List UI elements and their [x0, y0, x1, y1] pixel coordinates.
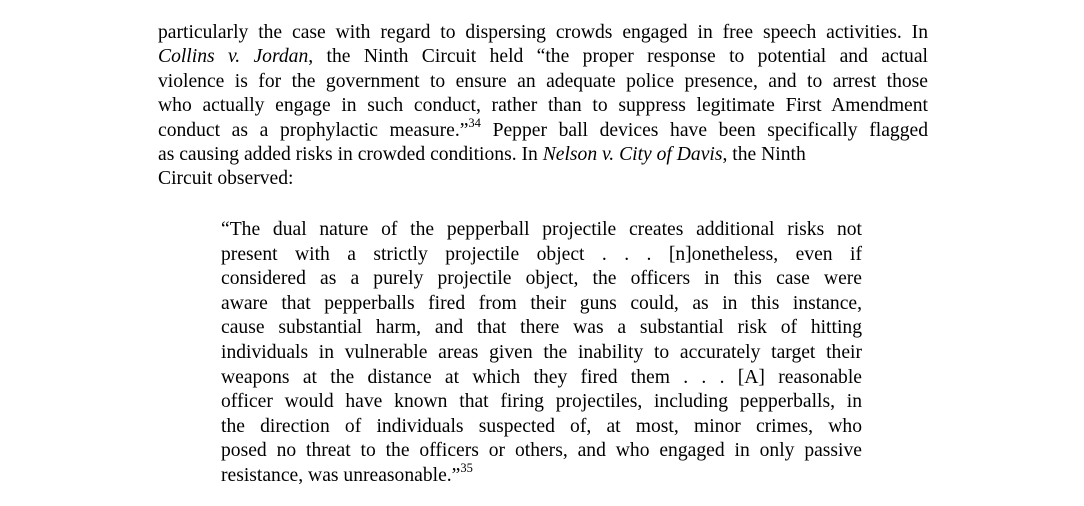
- case-name-collins: Collins v. Jordan: [158, 46, 309, 68]
- footnote-marker-34: 34: [468, 116, 481, 131]
- quote-line: individuals in vulnerable areas given the inability to accurately target their: [221, 341, 862, 363]
- quote-line: [221, 461, 862, 489]
- paragraph-line: particularly the case with regard to dispersing crowds engaged in free speech activities. In: [158, 22, 928, 43]
- paragraph-text: Pepper ball devices have been specifically flagged: [480, 119, 928, 141]
- paragraph-text: conduct as a prophylactic measure.”: [158, 119, 469, 141]
- quote-line: cause substantial harm, and that there was a substantial risk of hitting: [221, 317, 862, 339]
- quote-line: aware that pepperballs fired from their guns could, as in this instance,: [221, 292, 862, 314]
- paragraph-line: violence is for the government to ensure an adequate police presence, and to arrest those: [158, 70, 928, 92]
- paragraph-text: , the Ninth: [722, 144, 806, 166]
- paragraph-line: who actually engage in such conduct, rather than to suppress legitimate First Amendment: [158, 95, 928, 117]
- body-paragraph: [158, 21, 928, 192]
- paragraph-line: Circuit observed:: [158, 168, 294, 190]
- quote-line: present with a strictly projectile object . . . [n]onetheless, even if: [221, 243, 862, 265]
- quote-line: considered as a purely projectile object, the officers in this case were: [221, 268, 862, 290]
- paragraph-line: [158, 45, 928, 69]
- paragraph-text: , the Ninth Circuit held “the proper response to potential and actual: [308, 46, 928, 68]
- quote-line: the direction of individuals suspected of, at most, minor crimes, who: [221, 415, 862, 437]
- quote-line: officer would have known that firing projectiles, including pepperballs, in: [221, 391, 862, 413]
- quote-line: “The dual nature of the pepperball projectile creates additional risks not: [221, 219, 862, 240]
- paragraph-line: [158, 143, 928, 167]
- paragraph-text: as causing added risks in crowded conditions. In: [158, 144, 543, 166]
- case-name-nelson: Nelson v. City of Davis: [542, 144, 723, 166]
- quote-line: weapons at the distance at which they fired them . . . [A] reasonable: [221, 366, 862, 388]
- paragraph-line: [158, 116, 928, 143]
- block-quote: [221, 218, 862, 489]
- quote-line: posed no threat to the officers or others, and who engaged in only passive: [221, 440, 862, 462]
- footnote-marker-35: 35: [460, 461, 473, 476]
- quote-text: resistance, was unreasonable.”: [221, 464, 461, 486]
